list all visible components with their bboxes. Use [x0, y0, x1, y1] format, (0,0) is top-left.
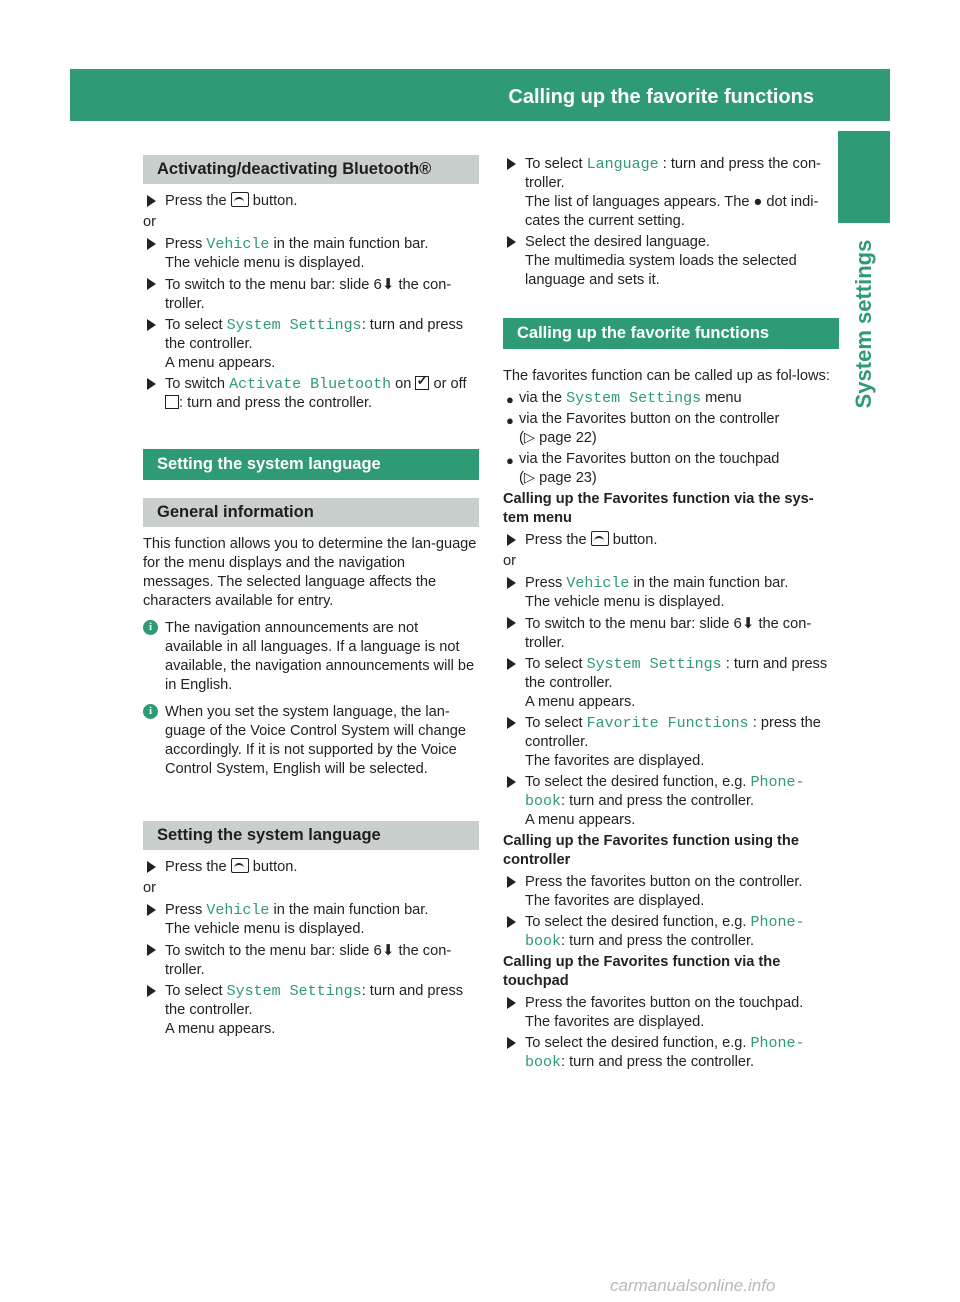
left-column [143, 155, 479, 1041]
arrow-icon [507, 236, 516, 248]
step: Press the button. [143, 858, 479, 877]
arrow-icon [507, 876, 516, 888]
checkbox-checked-icon [415, 376, 429, 390]
page-link[interactable]: page 22) [539, 430, 597, 446]
step: Select the desired language. The multimedia system loads the selected language and sets it. [503, 233, 839, 290]
section-tab [838, 229, 890, 419]
subheading: Calling up the Favorites function via the sys-tem menu [503, 491, 814, 526]
step: To select System Settings : turn and press the controller. A menu appears. [503, 655, 839, 712]
menu-code: Phone‑ [750, 1035, 805, 1052]
menu-code: Favorite Functions [586, 715, 749, 732]
info-note: i When you set the system language, the lan-guage of the Voice Control System will change accordingly. If it is not supported by the Voice Control System, English will be selected. [143, 703, 479, 779]
menu-code: Vehicle [206, 902, 270, 919]
arrow-icon [507, 658, 516, 670]
bullet-icon: ● [506, 413, 514, 428]
menu-code: Vehicle [206, 236, 270, 253]
controller-slide-icon: 6⬇ [373, 276, 395, 293]
page-header-title: Calling up the favorite functions [508, 86, 814, 108]
step: To select System Settings: turn and press the controller. A menu appears. [143, 316, 479, 373]
arrow-icon [507, 1037, 516, 1049]
menu-code: Language [586, 156, 659, 173]
vehicle-button-icon [231, 192, 249, 207]
section-tab-block [838, 131, 890, 223]
checkbox-empty-icon [165, 395, 179, 409]
step: To select System Settings: turn and press the controller. A menu appears. [143, 982, 479, 1039]
heading-general-information: General information [143, 498, 479, 527]
page-ref-icon: ▷ [523, 430, 536, 446]
arrow-icon [147, 278, 156, 290]
bullet-item: ● via the System Settings menu [506, 390, 742, 407]
step: Press the button. [503, 531, 839, 550]
page-number: 41 [919, 86, 942, 108]
menu-code: Vehicle [566, 575, 630, 592]
vehicle-button-icon [591, 531, 609, 546]
arrow-icon [507, 997, 516, 1009]
step: Press the favorites button on the touchpad. The favorites are displayed. [503, 994, 839, 1032]
page-ref-icon: ▷ [523, 470, 536, 486]
step: To select the desired function, e.g. Phone‑ book: turn and press the controller. [503, 913, 839, 951]
arrow-icon [147, 238, 156, 250]
controller-slide-icon: 6⬇ [373, 942, 395, 959]
arrow-icon [507, 776, 516, 788]
step: Press the button. [143, 192, 479, 211]
heading-system-language-2: Setting the system language [143, 821, 479, 850]
arrow-icon [147, 861, 156, 873]
arrow-icon [507, 717, 516, 729]
step: Press the favorites button on the controller. The favorites are displayed. [503, 873, 839, 911]
menu-code: Activate Bluetooth [229, 376, 392, 393]
arrow-icon [507, 577, 516, 589]
favorites-intro: The favorites function can be called up as fol-lows: [503, 368, 830, 384]
menu-code: System Settings [566, 390, 702, 407]
heading-bluetooth: Activating/deactivating Bluetooth® [143, 155, 479, 184]
watermark: carmanualsonline.info [610, 1276, 776, 1295]
step: To switch Activate Bluetooth on ✓ or off : turn and press the controller. [143, 375, 479, 413]
arrow-icon [147, 195, 156, 207]
arrow-icon [507, 534, 516, 546]
menu-code: book [525, 793, 562, 810]
menu-code: System Settings [226, 983, 362, 1000]
arrow-icon [507, 617, 516, 629]
section-tab-label: System settings [851, 239, 876, 409]
step: To select Language : turn and press the con-troller. The list of languages appears. The ● dot indi-cates the current setting. [503, 155, 839, 231]
heading-favorite-functions: Calling up the favorite functions [503, 318, 839, 349]
menu-code: System Settings [586, 656, 722, 673]
bullet-icon: ● [506, 453, 514, 468]
menu-code: Phone‑ [750, 914, 805, 931]
menu-code: book [525, 1054, 562, 1071]
info-icon: i [143, 620, 158, 635]
general-paragraph: This function allows you to determine the lan-guage for the menu displays and the navigation messages. The selected language affects the characters available for entry. [143, 536, 477, 609]
bullet-item: ● via the Favorites button on the touchpad (▷ page 23) [506, 451, 780, 486]
step: To switch to the menu bar: slide 6⬇ the con-troller. [503, 614, 839, 653]
heading-system-language: Setting the system language [143, 449, 479, 480]
arrow-icon [507, 158, 516, 170]
step: Press Vehicle in the main function bar. The vehicle menu is displayed. [503, 574, 839, 612]
dot-icon: ● [753, 194, 763, 210]
menu-code: Phone‑ [750, 774, 805, 791]
or-text: or [143, 880, 156, 896]
menu-code: book [525, 933, 562, 950]
step: Press Vehicle in the main function bar. The vehicle menu is displayed. [143, 901, 479, 939]
step: Press Vehicle in the main function bar. The vehicle menu is displayed. [143, 235, 479, 273]
bullet-item: ● via the Favorites button on the controller (▷ page 22) [506, 411, 780, 446]
menu-code: System Settings [226, 317, 362, 334]
step: To select the desired function, e.g. Phone‑ book: turn and press the controller. A menu appears. [503, 773, 839, 830]
right-column [503, 155, 839, 1074]
step: To switch to the menu bar: slide 6⬇ the con-troller. [143, 941, 479, 980]
or-text: or [143, 214, 156, 230]
arrow-icon [507, 916, 516, 928]
subheading: Calling up the Favorites function via the touchpad [503, 954, 781, 989]
arrow-icon [147, 904, 156, 916]
info-icon: i [143, 704, 158, 719]
controller-slide-icon: 6⬇ [733, 615, 755, 632]
arrow-icon [147, 985, 156, 997]
step: To select Favorite Functions : press the controller. The favorites are displayed. [503, 714, 839, 771]
arrow-icon [147, 378, 156, 390]
arrow-icon [147, 319, 156, 331]
page-header-bar [70, 69, 942, 121]
step: To switch to the menu bar: slide 6⬇ the con-troller. [143, 275, 479, 314]
page-link[interactable]: page 23) [539, 470, 597, 486]
arrow-icon [147, 944, 156, 956]
subheading: Calling up the Favorites function using the controller [503, 833, 799, 868]
bullet-icon: ● [506, 392, 514, 407]
step: To select the desired function, e.g. Phone‑ book: turn and press the controller. [503, 1034, 839, 1072]
vehicle-button-icon [231, 858, 249, 873]
info-note: i The navigation announcements are not available in all languages. If a language is not available, the navigation announcements will be in English. [143, 619, 479, 695]
or-text: or [503, 553, 516, 569]
